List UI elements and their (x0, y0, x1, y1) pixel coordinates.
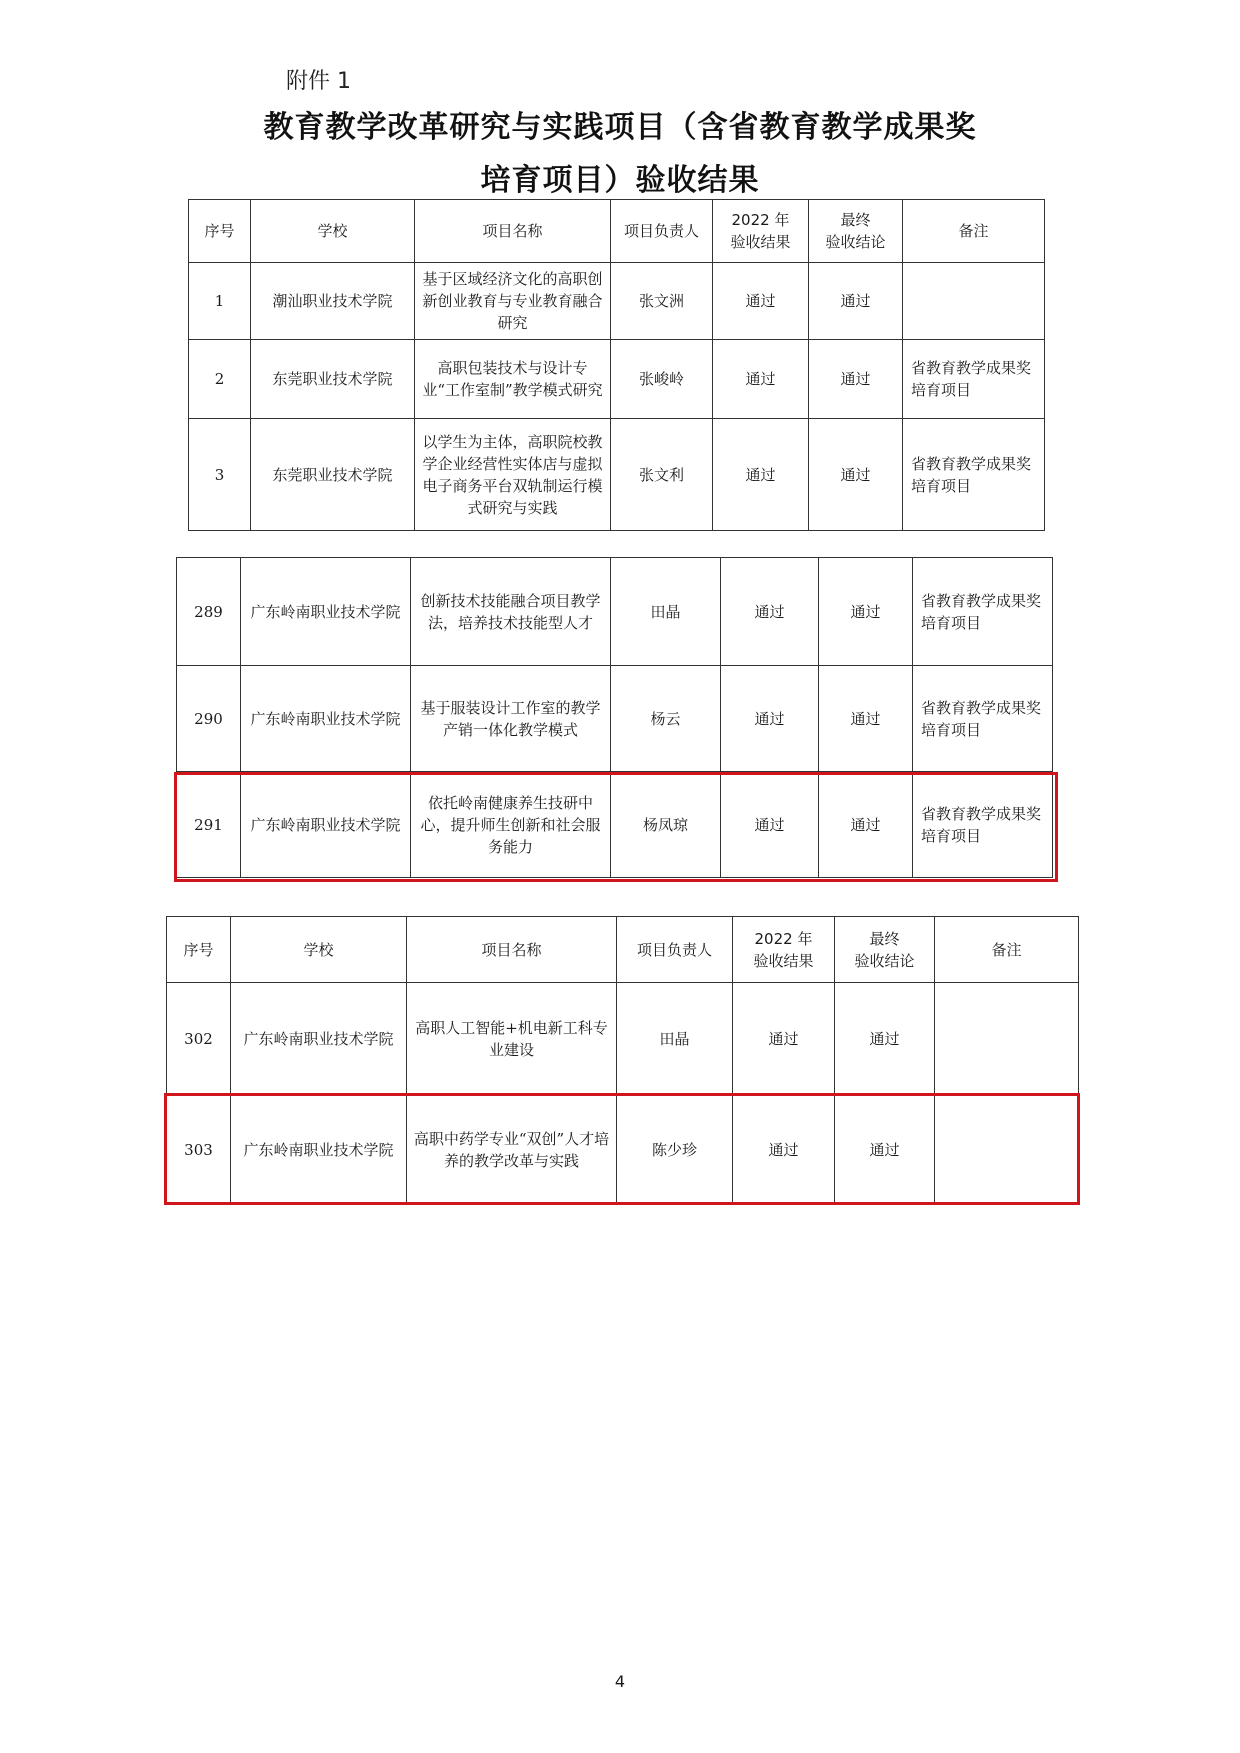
cell-seq: 303 (167, 1095, 231, 1205)
cell-project: 以学生为主体，高职院校教学企业经营性实体店与虚拟电子商务平台双轨制运行模式研究与实践 (415, 419, 611, 531)
table-row (189, 340, 1045, 419)
header-final-l1: 最终 (840, 211, 871, 229)
table-row (189, 419, 1045, 531)
cell-seq: 291 (177, 772, 241, 878)
header-final (835, 917, 935, 983)
header-result-2022 (733, 917, 835, 983)
cell-school: 东莞职业技术学院 (251, 419, 415, 531)
cell-note (903, 263, 1045, 340)
header-result-2022-l2: 验收结果 (730, 233, 791, 251)
table-header-row (189, 200, 1045, 263)
header-school: 学校 (231, 917, 407, 983)
cell-leader: 杨凤琼 (611, 772, 721, 878)
cell-project: 基于服装设计工作室的教学产销一体化教学模式 (411, 666, 611, 772)
cell-result-2022: 通过 (713, 340, 809, 419)
header-school: 学校 (251, 200, 415, 263)
cell-seq: 2 (189, 340, 251, 419)
cell-final: 通过 (835, 983, 935, 1095)
cell-leader: 田晶 (617, 983, 733, 1095)
cell-result-2022: 通过 (721, 666, 819, 772)
cell-final: 通过 (809, 263, 903, 340)
cell-school: 广东岭南职业技术学院 (241, 666, 411, 772)
cell-seq: 290 (177, 666, 241, 772)
table-header-row (167, 917, 1079, 983)
cell-project: 高职中药学专业“双创”人才培养的教学改革与实践 (407, 1095, 617, 1205)
page-number: 4 (614, 1672, 626, 1691)
document-title-line2: 培育项目）验收结果 (480, 163, 760, 198)
cell-school: 广东岭南职业技术学院 (241, 558, 411, 666)
cell-seq: 1 (189, 263, 251, 340)
cell-note: 省教育教学成果奖培育项目 (903, 340, 1045, 419)
cell-seq: 3 (189, 419, 251, 531)
header-result-2022 (713, 200, 809, 263)
header-seq: 序号 (167, 917, 231, 983)
cell-school: 东莞职业技术学院 (251, 340, 415, 419)
cell-school: 广东岭南职业技术学院 (231, 983, 407, 1095)
header-result-2022-l1: 2022 年 (754, 929, 813, 948)
cell-leader: 陈少珍 (617, 1095, 733, 1205)
cell-result-2022: 通过 (713, 419, 809, 531)
cell-result-2022: 通过 (733, 983, 835, 1095)
cell-result-2022: 通过 (713, 263, 809, 340)
highlight-box-row-291 (174, 772, 1058, 882)
cell-final: 通过 (809, 419, 903, 531)
cell-project: 创新技术技能融合项目教学法，培养技术技能型人才 (411, 558, 611, 666)
table-row (177, 558, 1053, 666)
header-seq: 序号 (189, 200, 251, 263)
document-title-line1: 教育教学改革研究与实践项目（含省教育教学成果奖 (263, 110, 977, 145)
cell-school: 潮汕职业技术学院 (251, 263, 415, 340)
cell-final: 通过 (819, 666, 913, 772)
cell-result-2022: 通过 (721, 772, 819, 878)
cell-note: 省教育教学成果奖培育项目 (913, 558, 1053, 666)
cell-school: 广东岭南职业技术学院 (241, 772, 411, 878)
cell-project: 高职包装技术与设计专业“工作室制”教学模式研究 (415, 340, 611, 419)
header-final-l2: 验收结论 (825, 233, 886, 251)
header-final (809, 200, 903, 263)
header-result-2022-l2: 验收结果 (753, 951, 814, 970)
table-row (167, 983, 1079, 1095)
cell-leader: 田晶 (611, 558, 721, 666)
results-table-1 (188, 199, 1045, 531)
table-row (189, 263, 1045, 340)
header-note: 备注 (903, 200, 1045, 263)
header-leader: 项目负责人 (617, 917, 733, 983)
cell-seq: 289 (177, 558, 241, 666)
cell-leader: 张峻岭 (611, 340, 713, 419)
cell-seq: 302 (167, 983, 231, 1095)
cell-note: 省教育教学成果奖培育项目 (913, 666, 1053, 772)
cell-final: 通过 (819, 772, 913, 878)
cell-note: 省教育教学成果奖培育项目 (903, 419, 1045, 531)
cell-note (935, 983, 1079, 1095)
header-result-2022-l1: 2022 年 (731, 211, 790, 229)
header-project: 项目名称 (415, 200, 611, 263)
cell-final: 通过 (835, 1095, 935, 1205)
cell-final: 通过 (819, 558, 913, 666)
cell-final: 通过 (809, 340, 903, 419)
cell-leader: 杨云 (611, 666, 721, 772)
header-final-l2: 验收结论 (854, 951, 915, 970)
header-project: 项目名称 (407, 917, 617, 983)
header-leader: 项目负责人 (611, 200, 713, 263)
cell-project: 依托岭南健康养生技研中心，提升师生创新和社会服务能力 (411, 772, 611, 878)
cell-project: 高职人工智能+机电新工科专业建设 (407, 983, 617, 1095)
header-note: 备注 (935, 917, 1079, 983)
cell-leader: 张文利 (611, 419, 713, 531)
cell-result-2022: 通过 (733, 1095, 835, 1205)
cell-project: 基于区域经济文化的高职创新创业教育与专业教育融合研究 (415, 263, 611, 340)
cell-result-2022: 通过 (721, 558, 819, 666)
highlight-box-row-303 (164, 1093, 1080, 1205)
table-row (177, 666, 1053, 772)
header-final-l1: 最终 (869, 929, 900, 948)
cell-note: 省教育教学成果奖培育项目 (913, 772, 1053, 878)
attachment-label: 附件 1 (286, 69, 351, 94)
cell-leader: 张文洲 (611, 263, 713, 340)
cell-school: 广东岭南职业技术学院 (231, 1095, 407, 1205)
